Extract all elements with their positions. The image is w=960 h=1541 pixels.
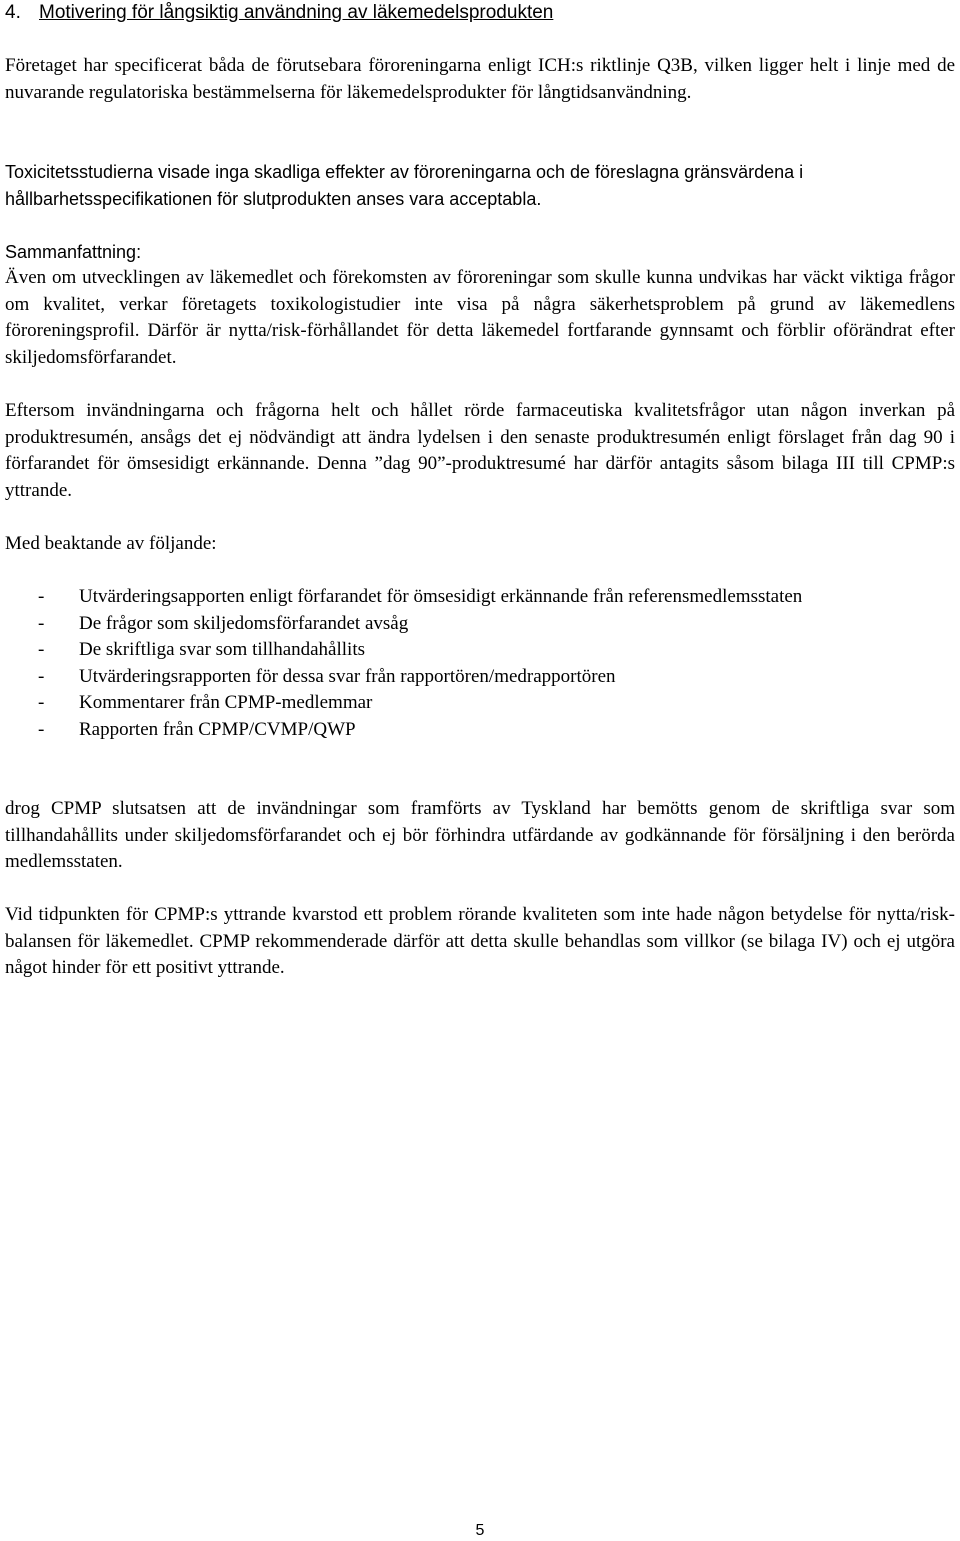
list-item xyxy=(5,637,955,664)
paragraph-summary: Även om utvecklingen av läkemedlet och förekomsten av föroreningar som skulle kunna undvikas har väckt viktiga frågor om kvalitet, verkar företagets toxikologistudier inte visa på några säkerhetsproblem på grund av läkemedlens föroreningsprofil. Därför är nytta/risk-förhållandet för detta läkemedel fortfarande gynnsamt och förblir oförändrat efter skiljedomsförfarandet. xyxy=(5,267,955,368)
list-dash: - xyxy=(38,612,45,634)
paragraph-objections: Eftersom invändningarna och frågorna helt och hållet rörde farmaceutiska kvalitetsfrågor utan någon inverkan på produktresumén, ansågs det ej nödvändigt att ändra lydelsen i den senaste produktresumén enligt förslaget från dag 90 i förfarandet för ömsesidigt erkännande. Denna ”dag 90”-produktresumé har därför antagits såsom bilaga III till CPMP:s yttrande. xyxy=(5,400,955,501)
list-item-text: Utvärderingsapporten enligt förfarandet för ömsesidigt erkännande från referensmedlemsstaten xyxy=(79,586,803,607)
list-item-text: Utvärderingsrapporten för dessa svar från rapportören/medrapportören xyxy=(79,665,616,687)
paragraph-remaining-issue: Vid tidpunkten för CPMP:s yttrande kvarstod ett problem rörande kvaliteten som inte hade någon betydelse för nytta/risk-balansen för läkemedlet. CPMP rekommenderade därför att detta skulle behandlas som villkor (se bilaga IV) och ej utgöra något hinder för ett positivt yttrande. xyxy=(5,904,955,978)
list-dash: - xyxy=(38,665,45,687)
section-number: 4. xyxy=(5,2,21,23)
section-heading xyxy=(5,0,553,26)
list-item xyxy=(5,717,955,744)
list-item-text: Rapporten från CPMP/CVMP/QWP xyxy=(79,718,356,740)
paragraph-conclusion: drog CPMP slutsatsen att de invändningar som framförts av Tyskland har bemötts genom de skriftliga svar som tillhandahållits under skiljedomsförfarandet och ej bör förhindra utfärdande av godkännande för försäljning i den berörda medlemsstaten. xyxy=(5,798,955,872)
list-item xyxy=(5,584,955,611)
list-dash: - xyxy=(38,586,45,607)
list-item xyxy=(5,664,955,691)
section-title: Motivering för långsiktig användning av läkemedelsprodukten xyxy=(39,2,554,23)
paragraph-considering: Med beaktande av följande: xyxy=(5,533,217,554)
paragraph-impurities-specification: Företaget har specificerat båda de förutsebara föroreningarna enligt ICH:s riktlinje Q3B, vilken ligger helt i linje med de nuvarande regulatoriska bestämmelserna för läkemedelsprodukter för långtidsanvändning. xyxy=(5,55,955,103)
list-dash: - xyxy=(38,639,45,660)
list-item xyxy=(5,690,955,717)
list-item-text: De frågor som skiljedomsförfarandet avsåg xyxy=(79,612,409,634)
list-dash: - xyxy=(38,718,45,740)
summary-heading: Sammanfattning: xyxy=(5,242,142,262)
paragraph-toxicity-studies: Toxicitetsstudierna visade inga skadliga effekter av föroreningarna och de föreslagna gränsvärdena i hållbarhetsspecifikationen för slutprodukten anses vara acceptabla. xyxy=(5,162,804,209)
list-dash: - xyxy=(38,692,45,713)
page-number: 5 xyxy=(475,1522,485,1539)
list-item xyxy=(5,611,955,638)
list-item-text: De skriftliga svar som tillhandahållits xyxy=(79,639,366,660)
list-item-text: Kommentarer från CPMP-medlemmar xyxy=(79,692,373,713)
considerations-list xyxy=(5,584,955,743)
